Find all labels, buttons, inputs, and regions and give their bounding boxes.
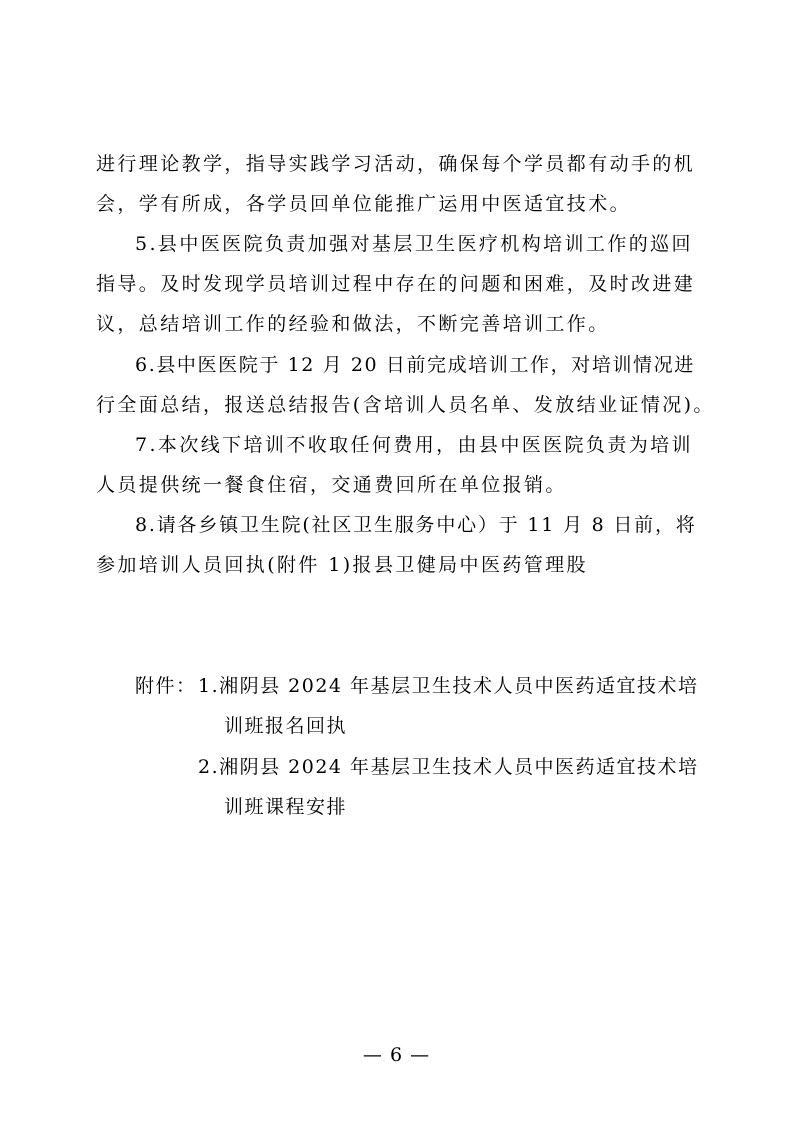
attachment-2-line-2: 训班课程安排 (224, 796, 348, 818)
paragraph-4-line-2: 进行理论教学，指导实践学习活动，确保每个学员都有动手的机 (96, 153, 696, 175)
attachment-1-line-2: 训班报名回执 (224, 715, 348, 737)
item-5-line-1: 5.县中医医院负责加强对基层卫生医疗机构培训工作的巡回 (135, 233, 693, 255)
item-5-line-3: 议，总结培训工作的经验和做法，不断完善培训工作。 (96, 313, 610, 335)
attachments-label: 附件： (135, 675, 197, 697)
item-8-line-1: 8.请各乡镇卫生院(社区卫生服务中心）于 11 月 8 日前，将 (135, 514, 697, 536)
item-8-line-2: 参加培训人员回执(附件 1)报县卫健局中医药管理股 (96, 554, 588, 576)
item-7-line-1: 7.本次线下培训不收取任何费用，由县中医医院负责为培训 (135, 434, 693, 456)
attachment-2-line-1: 2.湘阴县 2024 年基层卫生技术人员中医药适宜技术培 (198, 756, 699, 778)
item-7-line-2: 人员提供统一餐食住宿，交通费回所在单位报销。 (96, 474, 567, 496)
item-6-line-2: 行全面总结，报送总结报告(含培训人员名单、发放结业证情况)。 (96, 394, 715, 416)
attachment-1-line-1: 1.湘阴县 2024 年基层卫生技术人员中医药适宜技术培 (198, 675, 699, 697)
item-6-line-1: 6.县中医医院于 12 月 20 日前完成培训工作，对培训情况进 (135, 354, 695, 376)
item-5-line-2: 指导。及时发现学员培训过程中存在的问题和困难，及时改进建 (96, 273, 696, 295)
paragraph-4-line-3: 会，学有所成，各学员回单位能推广运用中医适宜技术。 (96, 193, 632, 215)
page-number: — 6 — (362, 1044, 431, 1066)
